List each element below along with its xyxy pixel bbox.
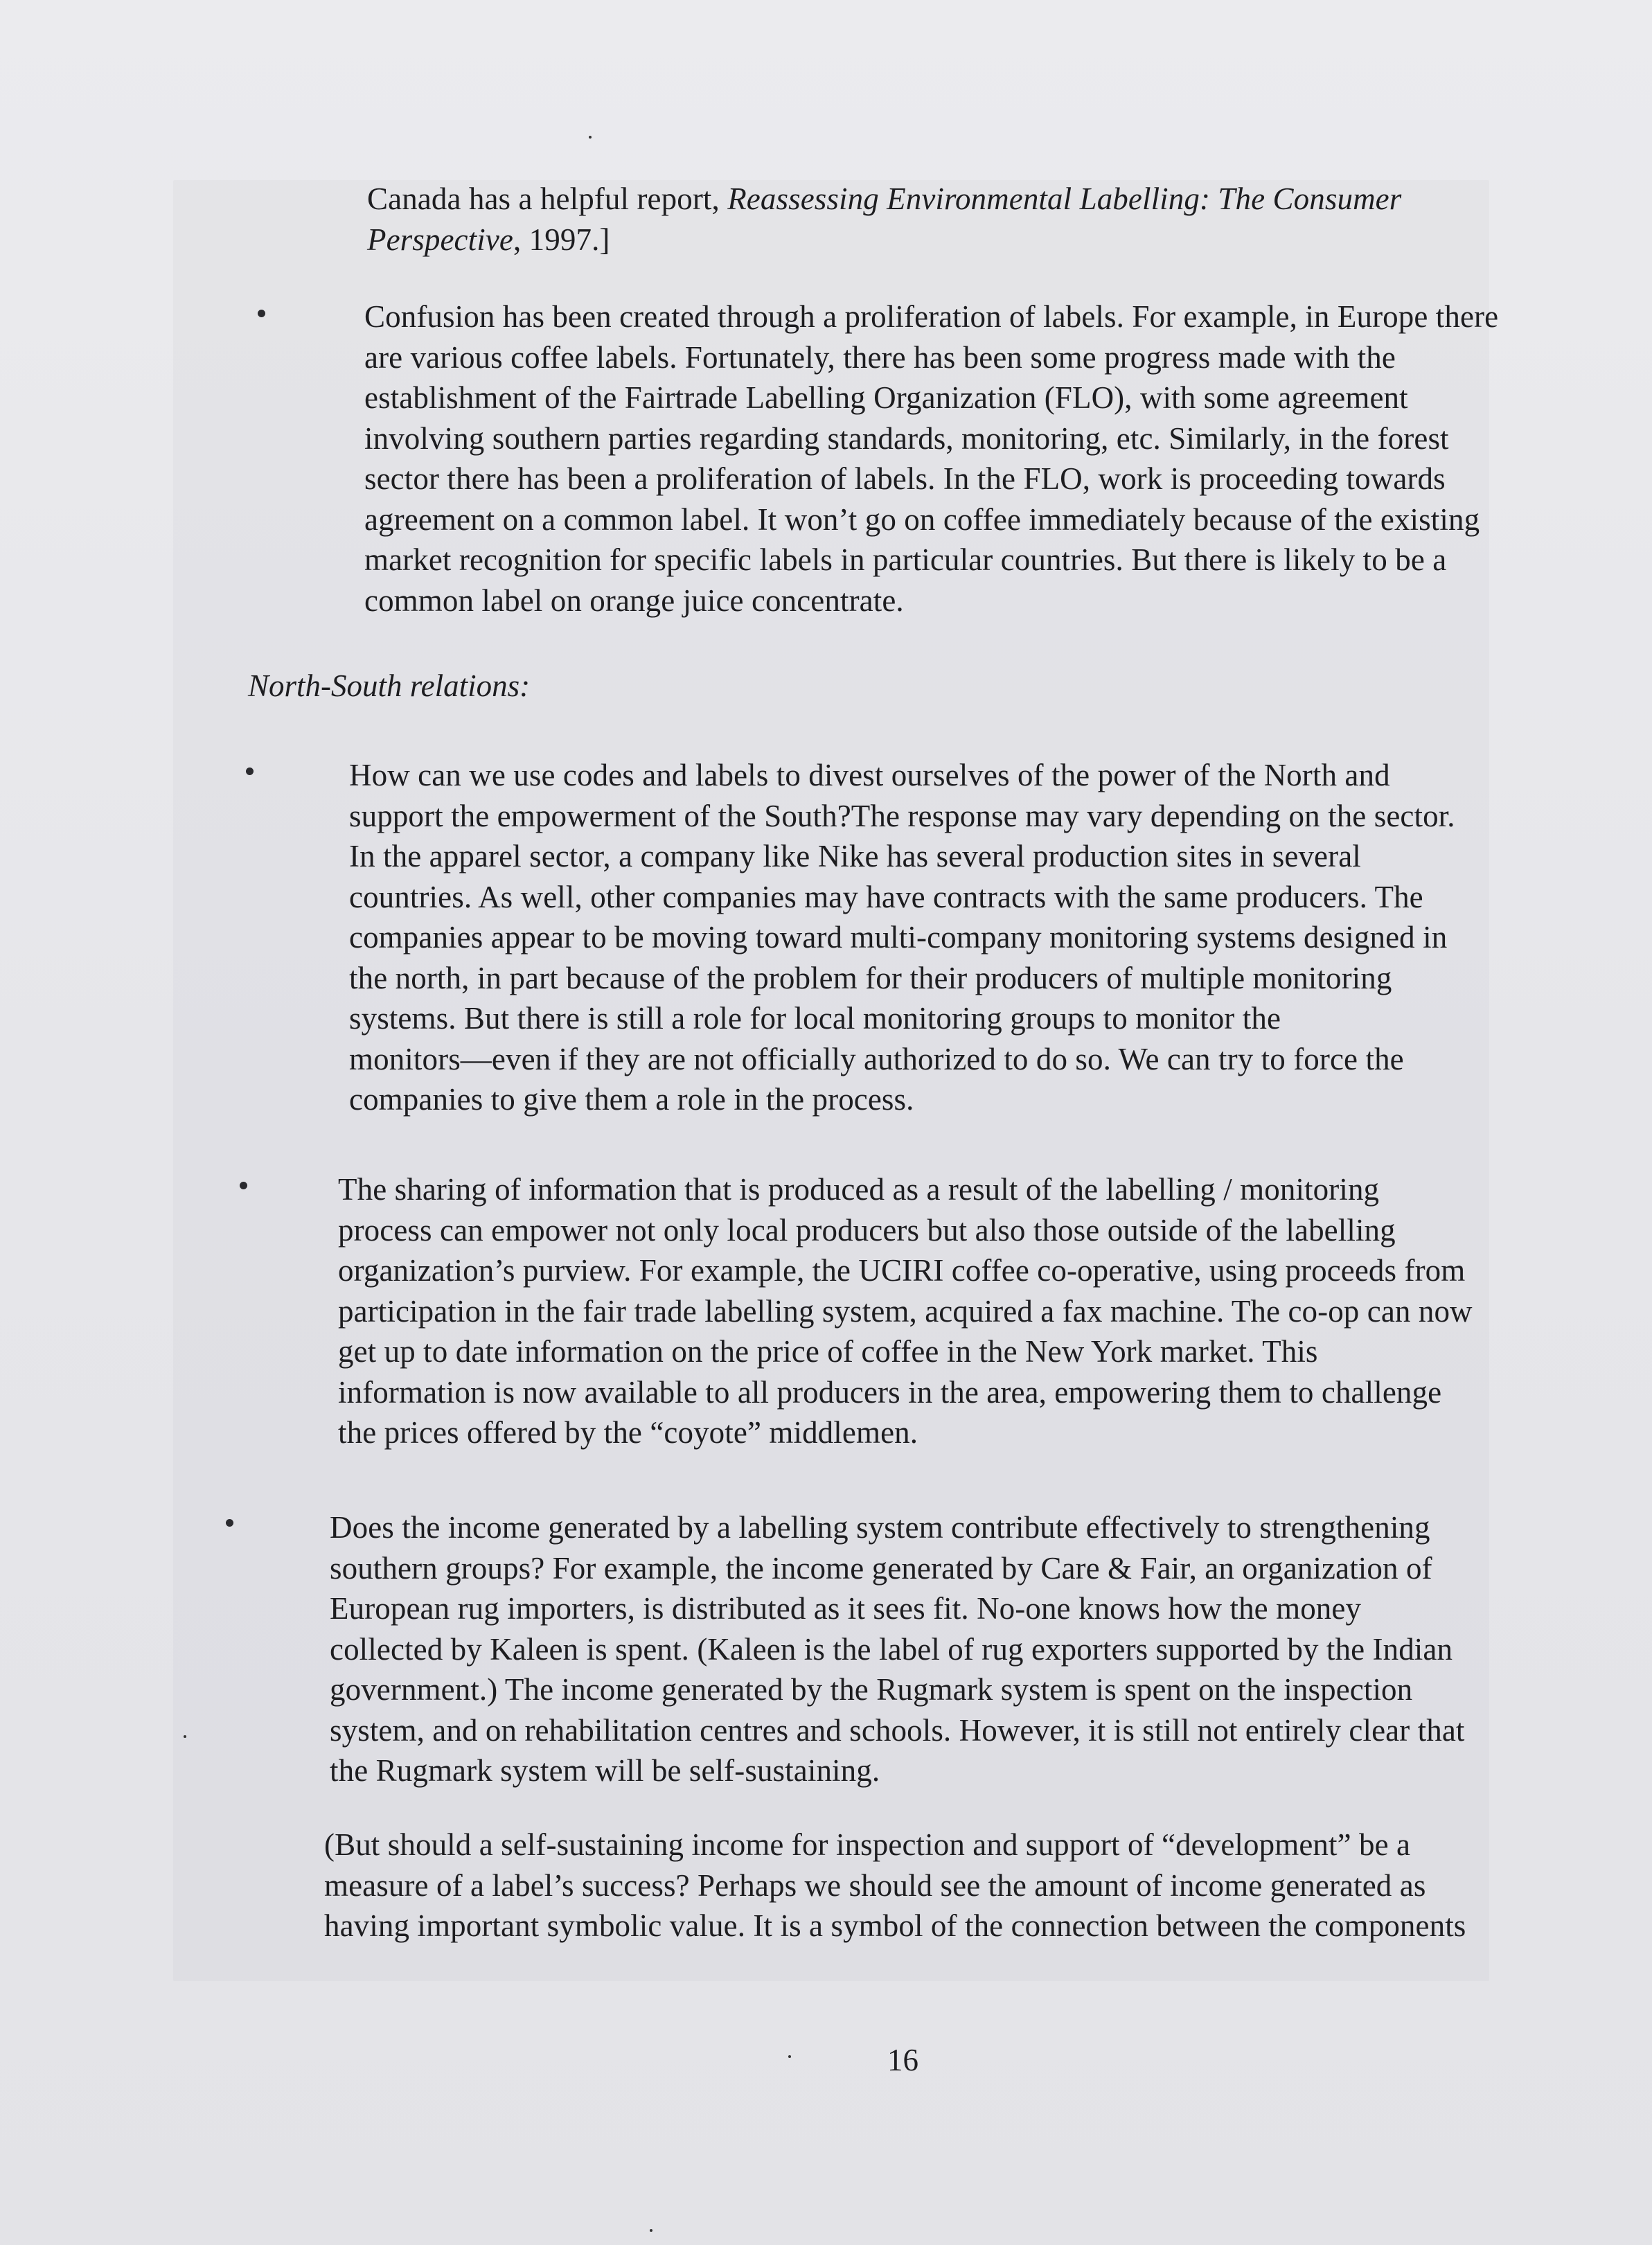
scan-speck: [589, 136, 592, 139]
bullet-paragraph: [349, 755, 1455, 1120]
paragraph-line: The sharing of information that is produced as a result of the labelling / monitoring: [338, 1172, 1380, 1207]
paragraph-line: system, and on rehabilitation centres and schools. However, it is still not entirely clear that: [330, 1712, 1465, 1748]
section-heading: North-South relations:: [248, 668, 531, 703]
paragraph-line: companies to give them a role in the process.: [349, 1082, 914, 1117]
intro-text: Canada has a helpful report,: [367, 181, 728, 216]
intro-line-2: [367, 220, 1401, 260]
bullet-point: [226, 1519, 233, 1527]
paragraph-line: Does the income generated by a labelling system contribute effectively to strengthening: [330, 1510, 1430, 1545]
intro-line-1: [367, 179, 1401, 220]
page-number: 16: [887, 2043, 918, 2077]
paragraph-line: southern groups? For example, the income generated by Care & Fair, an organization of: [330, 1550, 1432, 1586]
bullet-point: [240, 1182, 247, 1189]
paragraph-line: market recognition for specific labels in particular countries. But there is likely to be a: [364, 542, 1447, 577]
report-title: Reassessing Environmental Labelling: The Consumer: [727, 181, 1402, 216]
paragraph-line: get up to date information on the price of coffee in the New York market. This: [338, 1334, 1318, 1369]
paragraph-line: Confusion has been created through a proliferation of labels. For example, in Europe there: [364, 299, 1499, 334]
paragraph-line: the Rugmark system will be self-sustaining.: [330, 1753, 880, 1788]
bullet-point: [246, 767, 254, 775]
paragraph-line: In the apparel sector, a company like Nike has several production sites in several: [349, 839, 1361, 873]
paragraph-line: process can empower not only local producers but also those outside of the labelling: [338, 1212, 1396, 1248]
paragraph-line: (But should a self-sustaining income for inspection and support of “development” be a: [324, 1827, 1411, 1862]
paragraph-line: sector there has been a proliferation of labels. In the FLO, work is proceeding towards: [364, 461, 1446, 496]
paragraph-line: monitors—even if they are not officially authorized to do so. We can try to force the: [349, 1041, 1404, 1076]
scan-speck: [650, 2229, 652, 2232]
paragraph-line: companies appear to be moving toward multi-company monitoring systems designed in: [349, 920, 1448, 955]
paragraph-line: agreement on a common label. It won’t go on coffee immediately because of the existing: [364, 502, 1480, 537]
paragraph-line: participation in the fair trade labelling system, acquired a fax machine. The co-op can now: [338, 1293, 1473, 1329]
bullet-paragraph: [330, 1507, 1465, 1791]
paragraph-line: support the empowerment of the South?The response may vary depending on the sector.: [349, 798, 1455, 833]
paragraph-line: European rug importers, is distributed as it sees fit. No-one knows how the money: [330, 1591, 1362, 1626]
paragraph-line: the north, in part because of the problem for their producers of multiple monitoring: [349, 960, 1392, 995]
paragraph-line: countries. As well, other companies may have contracts with the same producers. The: [349, 879, 1423, 914]
bullet-paragraph: [364, 296, 1498, 621]
paragraph-line: measure of a label’s success? Perhaps we should see the amount of income generated as: [324, 1867, 1426, 1903]
paragraph-line: organization’s purview. For example, the UCIRI coffee co-operative, using proceeds from: [338, 1253, 1466, 1288]
intro-paragraph: [367, 179, 1401, 260]
paragraph-line: government.) The income generated by the Rugmark system is spent on the inspection: [330, 1672, 1413, 1707]
paragraph-line: collected by Kaleen is spent. (Kaleen is the label of rug exporters supported by the Indian: [330, 1631, 1453, 1667]
paragraph-line: having important symbolic value. It is a symbol of the connection between the components: [324, 1908, 1466, 1943]
scan-speck: [788, 2055, 791, 2058]
paragraph-line: establishment of the Fairtrade Labelling Organization (FLO), with some agreement: [364, 380, 1408, 415]
paragraph-line: the prices offered by the “coyote” middlemen.: [338, 1415, 918, 1450]
paragraph-line: systems. But there is still a role for local monitoring groups to monitor the: [349, 1001, 1281, 1036]
bullet-paragraph: [338, 1169, 1473, 1453]
report-title-end: Perspective: [367, 222, 513, 257]
paragraph-line: are various coffee labels. Fortunately, there has been some progress made with the: [364, 339, 1396, 375]
paragraph-line: common label on orange juice concentrate.: [364, 583, 904, 618]
scan-speck: [184, 1735, 186, 1738]
paragraph-line: How can we use codes and labels to divest ourselves of the power of the North and: [349, 758, 1390, 792]
paragraph-line: involving southern parties regarding standards, monitoring, etc. Similarly, in the forest: [364, 420, 1449, 456]
bullet-point: [258, 310, 265, 317]
closing-paragraph: [324, 1825, 1466, 1946]
intro-text-end: , 1997.]: [513, 222, 610, 257]
paragraph-line: information is now available to all producers in the area, empowering them to challenge: [338, 1374, 1442, 1410]
